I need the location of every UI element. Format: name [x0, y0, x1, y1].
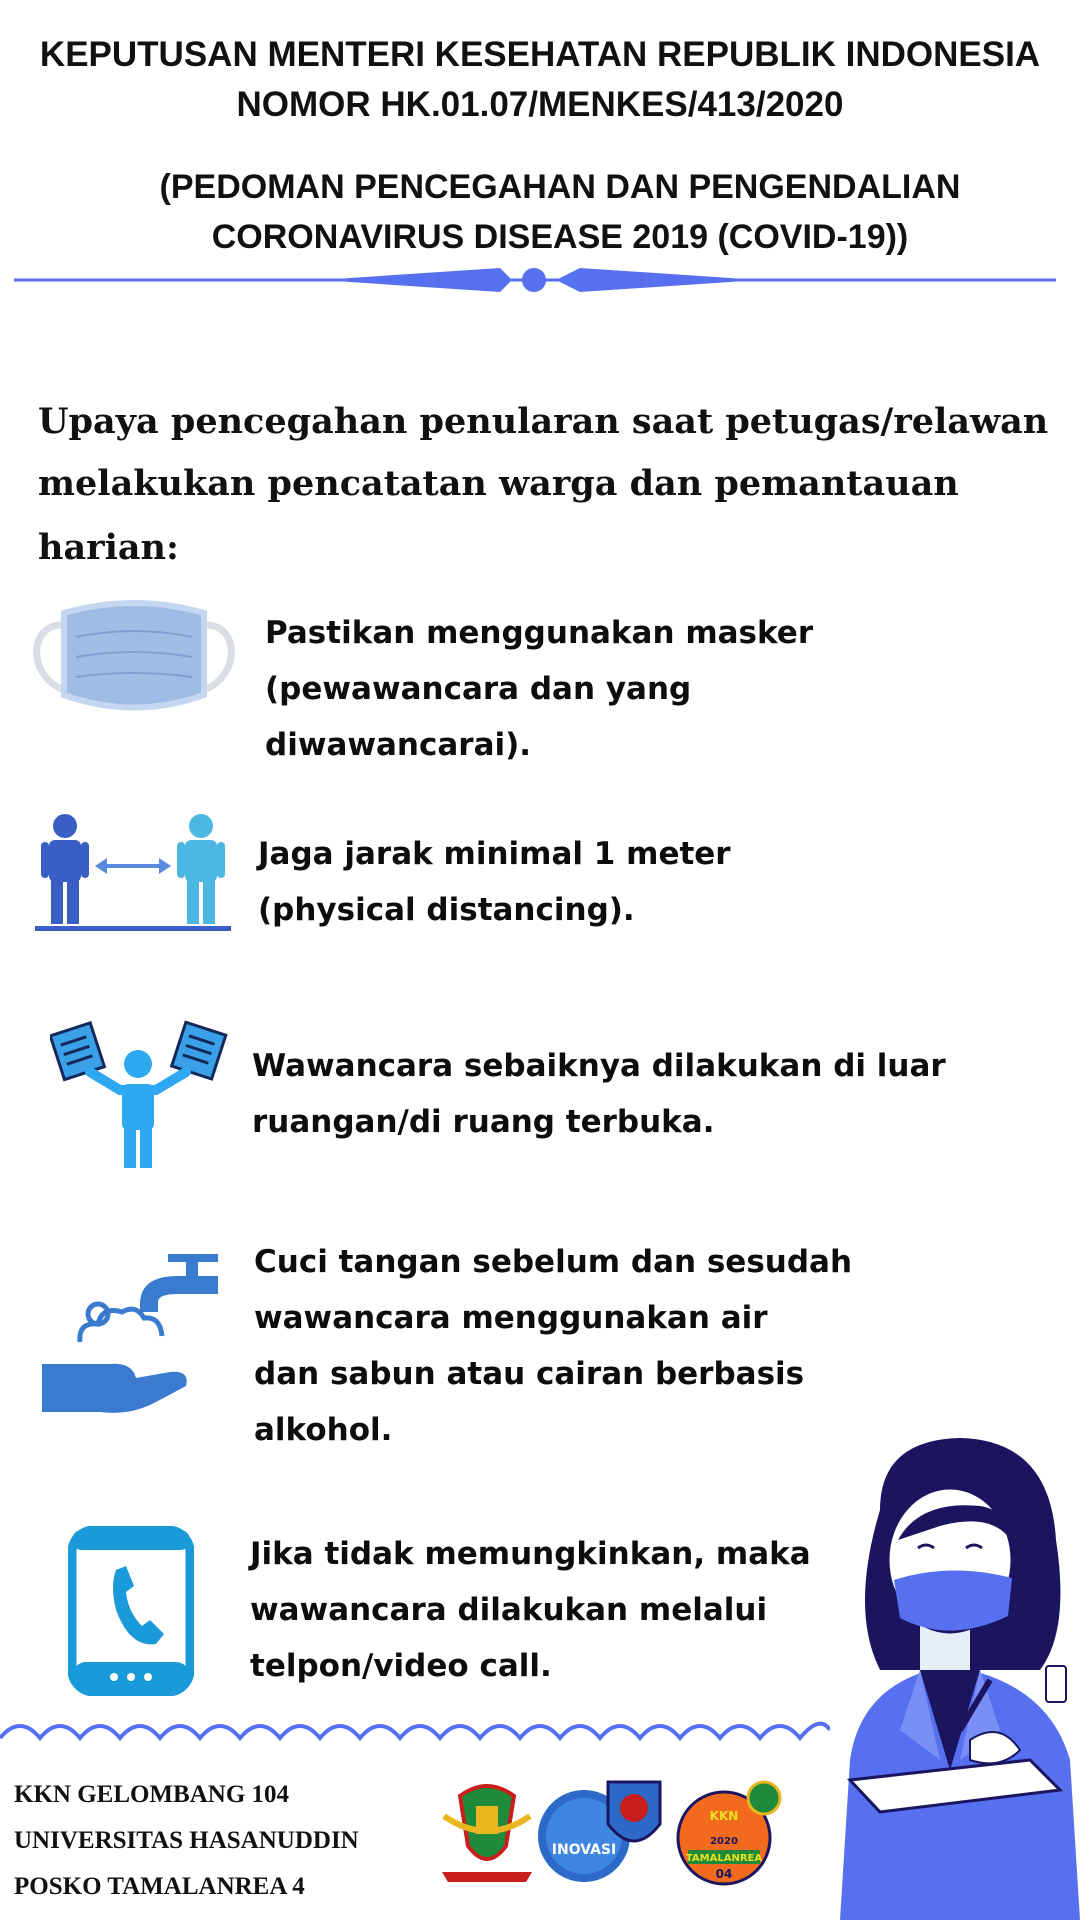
item-handwash-line: wawancara menggunakan air	[254, 1300, 768, 1336]
header-divider	[0, 262, 1080, 302]
posko-logo-top-text: KKN	[709, 1809, 739, 1823]
item-handwash-line: dan sabun atau cairan berbasis	[254, 1356, 805, 1392]
unhas-logo	[440, 1776, 534, 1882]
posko-logo-number: 04	[715, 1867, 733, 1881]
footer-line2: UNIVERSITAS HASANUDDIN	[14, 1827, 359, 1854]
item-handwash-line: alkohol.	[254, 1412, 393, 1448]
item-distance-line: (physical distancing).	[258, 892, 635, 928]
hand-washing-icon	[40, 1252, 225, 1422]
inovasi-logo	[536, 1776, 666, 1886]
health-worker-illustration	[820, 1430, 1080, 1920]
intro-line2: melakukan pencatatan warga dan pemantauan harian:	[38, 463, 959, 568]
footer-line3: POSKO TAMALANREA 4	[14, 1873, 305, 1900]
page-title-line2: NOMOR HK.01.07/MENKES/413/2020	[236, 85, 844, 124]
outdoor-interview-icon	[50, 1020, 230, 1170]
item-mask-line: diwawancarai).	[265, 727, 532, 763]
footer-line1: KKN GELOMBANG 104	[14, 1781, 290, 1808]
item-phone-line: Jika tidak memungkinkan, maka	[250, 1536, 811, 1572]
page-subtitle-line2: CORONAVIRUS DISEASE 2019 (COVID-19))	[211, 218, 909, 256]
item-handwash-text	[254, 1234, 1074, 1458]
face-mask-icon	[24, 595, 244, 720]
item-mask-line: Pastikan menggunakan masker	[265, 615, 814, 651]
posko-logo-year-text: 2020	[710, 1836, 738, 1847]
intro-line1: Upaya pencegahan penularan saat petugas/relawan	[38, 401, 1049, 442]
item-phone-text	[250, 1526, 870, 1694]
item-handwash-line: Cuci tangan sebelum dan sesudah	[254, 1244, 853, 1280]
wave-divider	[0, 1710, 830, 1750]
inovasi-logo-text: INOVASI	[551, 1842, 617, 1858]
physical-distance-icon	[35, 808, 235, 933]
page-title-line1: KEPUTUSAN MENTERI KESEHATAN REPUBLIK INDONESIA	[39, 35, 1041, 74]
item-phone-line: wawancara dilakukan melalui	[250, 1592, 768, 1628]
item-distance-text	[258, 826, 1058, 938]
item-outdoor-line: ruangan/di ruang terbuka.	[252, 1104, 715, 1140]
item-distance-line: Jaga jarak minimal 1 meter	[258, 836, 731, 872]
item-phone-line: telpon/video call.	[250, 1648, 552, 1684]
page-subtitle-line1: (PEDOMAN PENCEGAHAN DAN PENGENDALIAN	[159, 168, 961, 206]
phone-call-icon	[68, 1526, 194, 1696]
item-outdoor-line: Wawancara sebaiknya dilakukan di luar	[252, 1048, 946, 1084]
item-outdoor-text	[252, 1038, 1072, 1150]
posko-logo-name-text: TAMALANREA	[685, 1853, 763, 1864]
posko-logo	[674, 1778, 784, 1888]
item-mask-text	[265, 605, 1065, 773]
item-mask-line: (pewawancara dan yang	[265, 671, 692, 707]
